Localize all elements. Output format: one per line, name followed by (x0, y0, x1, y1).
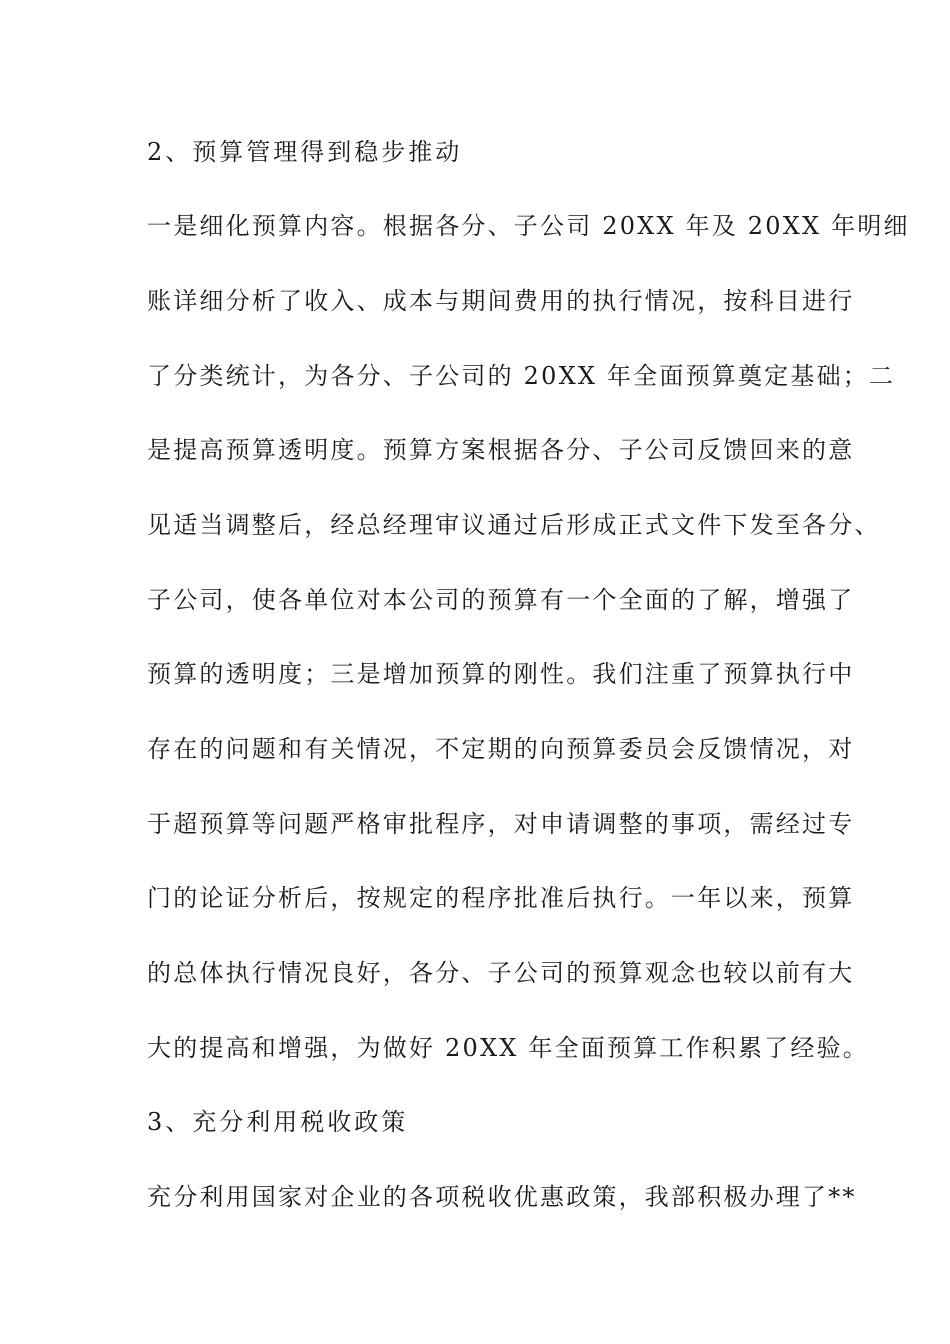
paragraph-line: 子公司，使各单位对本公司的预算有一个全面的了解，增强了 (147, 586, 855, 614)
paragraph-line: 于超预算等问题严格审批程序，对申请调整的事项，需经过专 (147, 810, 855, 838)
section-heading-budget-management: 2、预算管理得到稳步推动 (147, 138, 463, 166)
paragraph-line: 门的论证分析后，按规定的程序批准后执行。一年以来，预算 (147, 884, 855, 912)
paragraph-line: 大的提高和增强，为做好 20XX 年全面预算工作积累了经验。 (147, 1034, 869, 1062)
paragraph-line: 一是细化预算内容。根据各分、子公司 20XX 年及 20XX 年明细 (147, 212, 910, 240)
paragraph-line: 了分类统计，为各分、子公司的 20XX 年全面预算奠定基础；二 (147, 362, 896, 390)
paragraph-line: 预算的透明度；三是增加预算的刚性。我们注重了预算执行中 (147, 660, 855, 688)
paragraph-line: 是提高预算透明度。预算方案根据各分、子公司反馈回来的意 (147, 436, 855, 464)
paragraph-line: 存在的问题和有关情况，不定期的向预算委员会反馈情况，对 (147, 735, 855, 763)
paragraph-line: 账详细分析了收入、成本与期间费用的执行情况，按科目进行 (147, 287, 855, 315)
section-heading-tax-policy: 3、充分利用税收政策 (147, 1108, 409, 1136)
paragraph-line: 见适当调整后，经总经理审议通过后形成正式文件下发至各分、 (147, 511, 881, 539)
paragraph-line: 充分利用国家对企业的各项税收优惠政策，我部积极办理了** (147, 1183, 857, 1211)
paragraph-line: 的总体执行情况良好，各分、子公司的预算观念也较以前有大 (147, 959, 855, 987)
